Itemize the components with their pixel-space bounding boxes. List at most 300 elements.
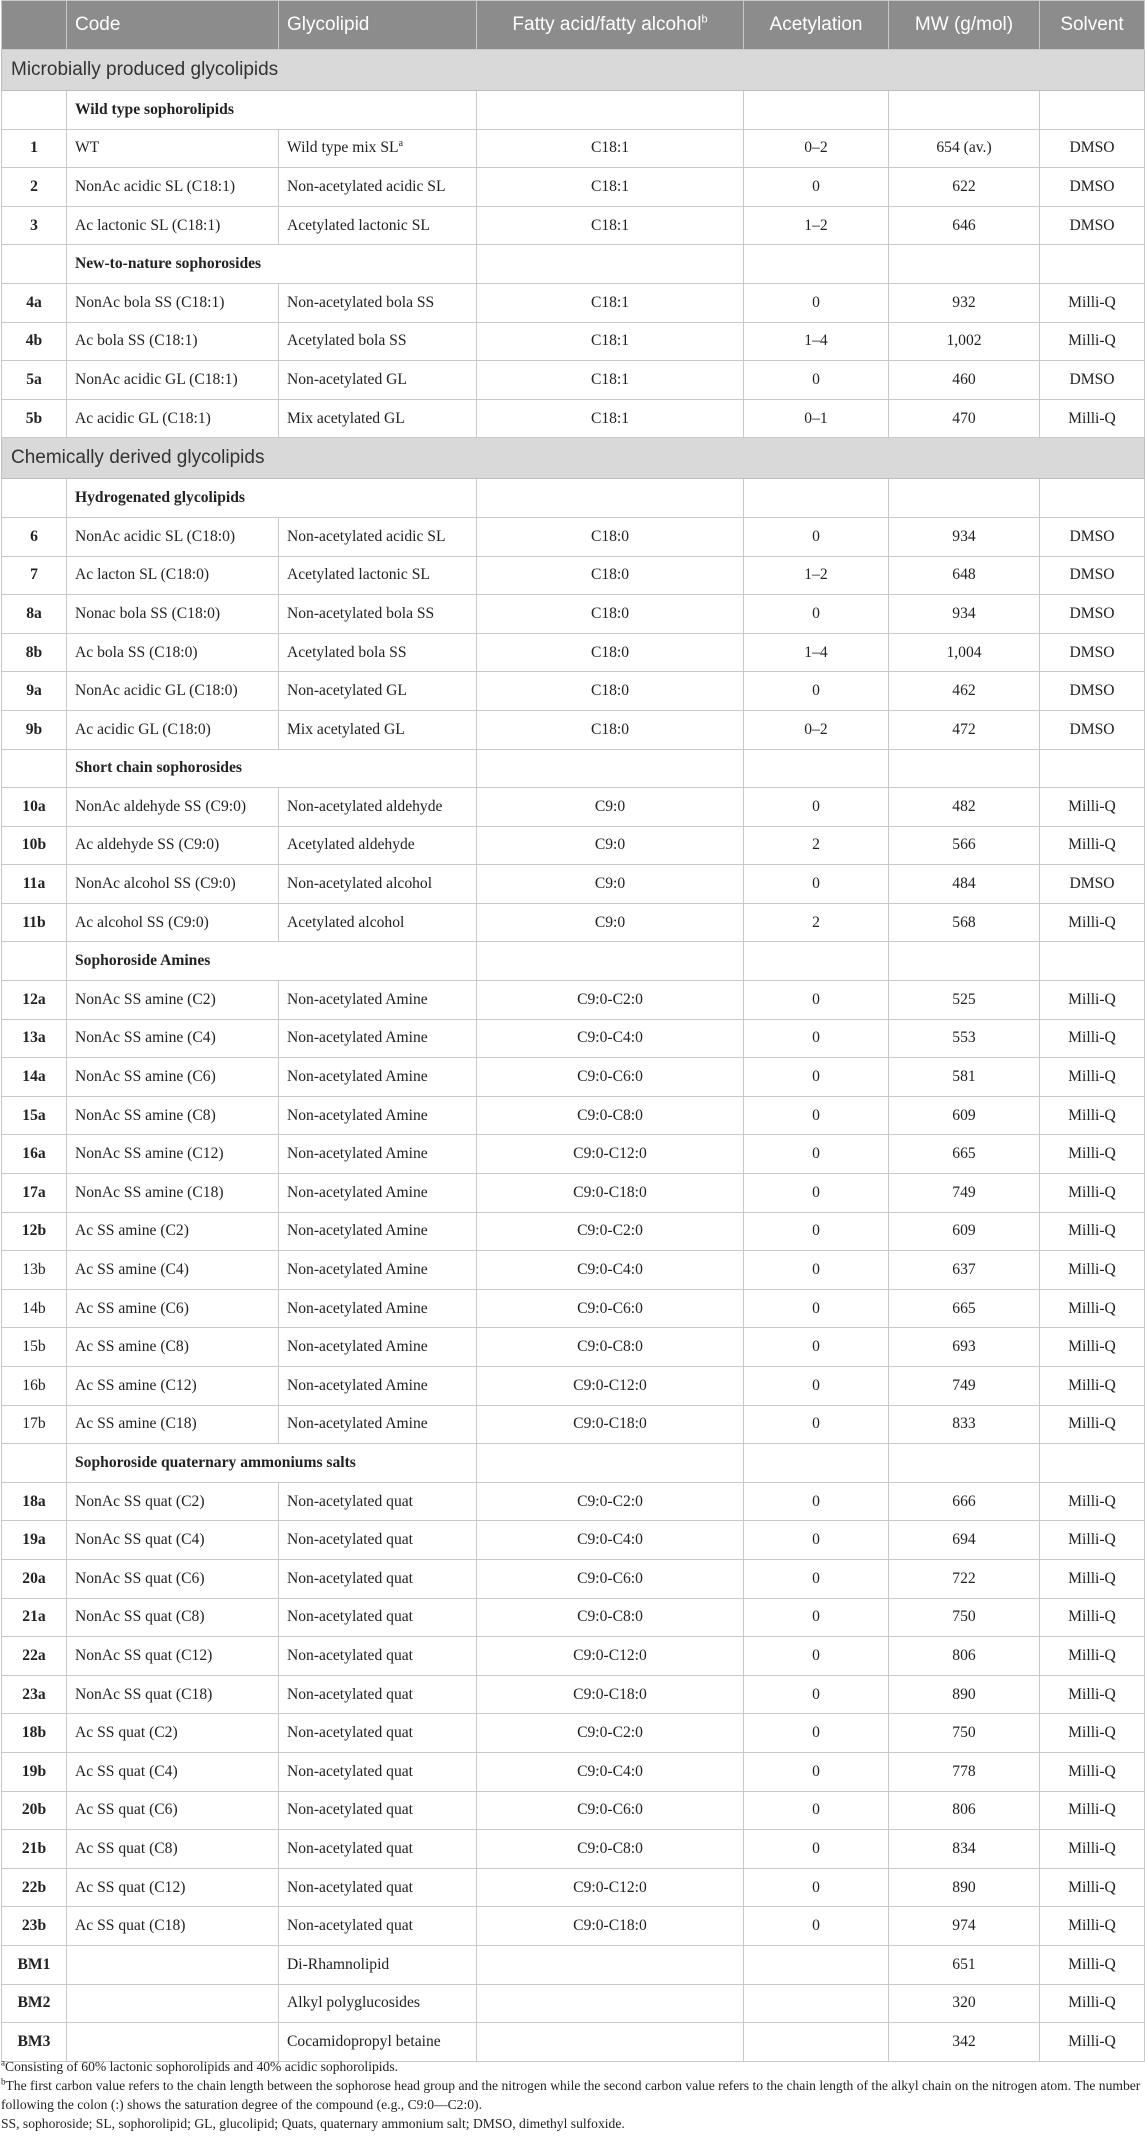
compound-fatty-acid: C9:0-C4:0 [477,1752,744,1791]
compound-fatty-acid: C9:0-C18:0 [477,1405,744,1444]
glycolipid-label: Non-acetylated bola SS [287,293,435,311]
compound-acetylation: 0 [744,1598,889,1637]
glycolipid-label: Non-acetylated Amine [287,1068,428,1086]
table-row [2,1289,1145,1328]
compound-fatty-acid: C9:0-C2:0 [477,1482,744,1521]
compound-fatty-acid: C9:0-C2:0 [477,1212,744,1251]
compound-glycolipid [279,168,477,207]
header-fatty-label: Fatty acid/fatty alcohol [512,14,702,35]
glycolipid-label: Di-Rhamnolipid [287,1955,390,1973]
compound-solvent: DMSO [1040,361,1145,400]
table-row [2,1328,1145,1367]
compound-glycolipid [279,1212,477,1251]
compound-glycolipid [279,633,477,672]
compound-code: Ac acidic GL (C18:1) [67,399,279,438]
glycolipid-label: Non-acetylated quat [287,1839,413,1857]
compound-mw: 749 [889,1367,1040,1406]
group-empty-cell [889,479,1040,518]
glycolipid-footnote-mark: a [398,138,404,150]
compound-id: 18b [2,1714,67,1753]
footnote-text: The first carbon value refers to the chain length between the sophorose head group and the nitrogen while the second carbon value refers to the chain length of the alkyl chain on the nitrogen atom. The number following the colon (:) shows the saturation degree of the compound (e.g., C9:0—C2:0). [1,2078,1141,2112]
group-empty-cell [744,245,889,284]
compound-acetylation: 0 [744,595,889,634]
compound-code: Ac SS quat (C12) [67,1868,279,1907]
group-row [2,749,1145,788]
group-empty-cell [477,91,744,130]
group-title: Sophoroside Amines [67,942,477,981]
compound-solvent: Milli-Q [1040,1482,1145,1521]
compound-fatty-acid: C18:0 [477,556,744,595]
header-mw: MW (g/mol) [889,1,1040,50]
compound-fatty-acid [477,2023,744,2062]
glycolipid-label: Non-acetylated bola SS [287,604,435,622]
table-row [2,1521,1145,1560]
compound-fatty-acid: C9:0-C4:0 [477,1521,744,1560]
compound-fatty-acid: C9:0 [477,788,744,827]
compound-fatty-acid: C9:0 [477,826,744,865]
compound-fatty-acid: C18:0 [477,517,744,556]
group-empty-cell [889,245,1040,284]
compound-code: Ac aldehyde SS (C9:0) [67,826,279,865]
glycolipid-label: Non-acetylated Amine [287,990,428,1008]
glycolipid-label: Non-acetylated aldehyde [287,797,443,815]
compound-id: 20a [2,1559,67,1598]
header-code: Code [67,1,279,50]
compound-solvent: Milli-Q [1040,1096,1145,1135]
glycolipid-label: Non-acetylated Amine [287,1145,428,1163]
compound-id: 11b [2,903,67,942]
compound-acetylation: 0 [744,672,889,711]
compound-code: NonAc SS amine (C4) [67,1019,279,1058]
compound-mw: 932 [889,283,1040,322]
compound-id: 3 [2,206,67,245]
compound-acetylation: 0 [744,1714,889,1753]
compound-solvent: DMSO [1040,672,1145,711]
compound-solvent: Milli-Q [1040,1251,1145,1290]
compound-mw: 646 [889,206,1040,245]
compound-code: WT [67,129,279,168]
compound-acetylation: 0 [744,1521,889,1560]
glycolipid-label: Acetylated bola SS [287,332,407,350]
table-row [2,903,1145,942]
compound-glycolipid [279,283,477,322]
compound-solvent: DMSO [1040,517,1145,556]
compound-fatty-acid [477,1984,744,2023]
glycolipid-label: Non-acetylated Amine [287,1183,428,1201]
compound-solvent: Milli-Q [1040,1984,1145,2023]
group-empty-cell [1040,91,1145,130]
compound-code: NonAc acidic SL (C18:0) [67,517,279,556]
compound-mw: 1,004 [889,633,1040,672]
group-title: Hydrogenated glycolipids [67,479,477,518]
compound-solvent: DMSO [1040,129,1145,168]
header-solvent: Solvent [1040,1,1145,50]
compound-mw: 665 [889,1135,1040,1174]
compound-code: NonAc aldehyde SS (C9:0) [67,788,279,827]
compound-solvent: Milli-Q [1040,399,1145,438]
compound-code [67,2023,279,2062]
compound-id: 17a [2,1174,67,1213]
compound-fatty-acid: C18:0 [477,633,744,672]
compound-glycolipid [279,399,477,438]
compound-solvent: Milli-Q [1040,283,1145,322]
compound-id: 9a [2,672,67,711]
group-title: Sophoroside quaternary ammoniums salts [67,1444,477,1483]
compound-code: NonAc SS quat (C2) [67,1482,279,1521]
compound-glycolipid [279,322,477,361]
compound-code: NonAc SS quat (C4) [67,1521,279,1560]
table-row [2,710,1145,749]
compound-mw: 609 [889,1212,1040,1251]
compound-code: NonAc SS quat (C6) [67,1559,279,1598]
compound-solvent: Milli-Q [1040,1559,1145,1598]
compound-solvent: Milli-Q [1040,788,1145,827]
compound-glycolipid [279,865,477,904]
compound-mw: 342 [889,2023,1040,2062]
table-body [2,50,1145,2062]
compound-acetylation [744,1945,889,1984]
compound-solvent: Milli-Q [1040,1328,1145,1367]
compound-code: NonAc bola SS (C18:1) [67,283,279,322]
table-row [2,1482,1145,1521]
compound-id: 18a [2,1482,67,1521]
table-row [2,1212,1145,1251]
compound-solvent: Milli-Q [1040,981,1145,1020]
compound-fatty-acid: C9:0-C6:0 [477,1289,744,1328]
compound-acetylation: 0 [744,981,889,1020]
compound-fatty-acid: C18:1 [477,283,744,322]
group-row [2,245,1145,284]
compound-glycolipid [279,1405,477,1444]
compound-mw: 581 [889,1058,1040,1097]
glycolipid-label: Non-acetylated quat [287,1646,413,1664]
glycolipid-label: Non-acetylated quat [287,1801,413,1819]
compound-acetylation: 0 [744,517,889,556]
group-title: Short chain sophorosides [67,749,477,788]
table-row [2,1830,1145,1869]
compound-acetylation: 0 [744,361,889,400]
compound-solvent: Milli-Q [1040,1791,1145,1830]
compound-acetylation: 0 [744,1135,889,1174]
glycolipid-label: Mix acetylated GL [287,720,405,738]
compound-acetylation: 0 [744,1675,889,1714]
header-id [2,1,67,50]
table-container [1,0,1144,2062]
compound-glycolipid [279,1289,477,1328]
compound-fatty-acid: C9:0-C8:0 [477,1096,744,1135]
compound-mw: 833 [889,1405,1040,1444]
glycolipid-label: Mix acetylated GL [287,409,405,427]
compound-fatty-acid: C9:0-C6:0 [477,1559,744,1598]
glycolipid-label: Non-acetylated Amine [287,1106,428,1124]
table-row [2,1174,1145,1213]
compound-solvent: Milli-Q [1040,1367,1145,1406]
compound-mw: 694 [889,1521,1040,1560]
glycolipid-label: Non-acetylated Amine [287,1261,428,1279]
compound-solvent: DMSO [1040,168,1145,207]
compound-glycolipid [279,1675,477,1714]
glycolipid-label: Non-acetylated quat [287,1531,413,1549]
compound-id: 19b [2,1752,67,1791]
compound-glycolipid [279,1868,477,1907]
compound-acetylation: 1–4 [744,322,889,361]
header-glycolipid: Glycolipid [279,1,477,50]
compound-mw: 974 [889,1907,1040,1946]
group-row [2,91,1145,130]
glycolipid-label: Non-acetylated quat [287,1492,413,1510]
compound-code: NonAc SS amine (C6) [67,1058,279,1097]
table-row [2,556,1145,595]
glycolipid-table [1,0,1145,2062]
group-empty-cell [1040,942,1145,981]
table-row [2,865,1145,904]
compound-mw: 609 [889,1096,1040,1135]
compound-glycolipid [279,826,477,865]
compound-code: Ac lacton SL (C18:0) [67,556,279,595]
compound-mw: 666 [889,1482,1040,1521]
compound-acetylation: 0 [744,1868,889,1907]
glycolipid-label: Non-acetylated quat [287,1685,413,1703]
compound-mw: 834 [889,1830,1040,1869]
compound-code: Ac SS quat (C6) [67,1791,279,1830]
compound-fatty-acid: C9:0-C4:0 [477,1251,744,1290]
compound-mw: 890 [889,1675,1040,1714]
table-row [2,1984,1145,2023]
compound-solvent: Milli-Q [1040,1675,1145,1714]
compound-glycolipid [279,710,477,749]
glycolipid-label: Non-acetylated quat [287,1608,413,1626]
footnote-mark: b [1,2076,6,2087]
compound-fatty-acid: C9:0-C2:0 [477,1714,744,1753]
compound-code: NonAc SS amine (C8) [67,1096,279,1135]
compound-fatty-acid: C18:1 [477,399,744,438]
glycolipid-label: Non-acetylated Amine [287,1222,428,1240]
compound-acetylation [744,1984,889,2023]
glycolipid-label: Acetylated aldehyde [287,836,415,854]
compound-mw: 722 [889,1559,1040,1598]
section-row [2,438,1145,479]
table-row [2,361,1145,400]
table-row [2,168,1145,207]
compound-glycolipid [279,1328,477,1367]
compound-glycolipid [279,206,477,245]
glycolipid-label: Non-acetylated GL [287,370,407,388]
compound-fatty-acid: C9:0 [477,903,744,942]
glycolipid-label: Non-acetylated Amine [287,1338,428,1356]
table-row [2,517,1145,556]
compound-glycolipid [279,1559,477,1598]
compound-acetylation: 0 [744,1212,889,1251]
compound-code: NonAc acidic SL (C18:1) [67,168,279,207]
compound-code: Ac SS amine (C18) [67,1405,279,1444]
group-empty-cell [889,1444,1040,1483]
compound-acetylation: 0 [744,1482,889,1521]
compound-id: 17b [2,1405,67,1444]
compound-mw: 749 [889,1174,1040,1213]
compound-id: 21a [2,1598,67,1637]
footnote-text: Consisting of 60% lactonic sophorolipids and 40% acidic sophorolipids. [5,2059,399,2074]
compound-mw: 470 [889,399,1040,438]
compound-solvent: Milli-Q [1040,1752,1145,1791]
group-empty-cell [744,479,889,518]
compound-code: Ac SS quat (C2) [67,1714,279,1753]
table-row [2,206,1145,245]
compound-code: Ac SS quat (C8) [67,1830,279,1869]
group-id-cell [2,1444,67,1483]
header-acetylation: Acetylation [744,1,889,50]
group-empty-cell [477,749,744,788]
header-fatty-acid [477,1,744,50]
compound-id: 7 [2,556,67,595]
compound-fatty-acid: C9:0-C18:0 [477,1907,744,1946]
compound-fatty-acid: C18:0 [477,710,744,749]
compound-glycolipid [279,1752,477,1791]
group-title: Wild type sophorolipids [67,91,477,130]
compound-id: 21b [2,1830,67,1869]
compound-id: 22a [2,1637,67,1676]
table-row [2,1598,1145,1637]
compound-fatty-acid: C18:1 [477,322,744,361]
glycolipid-label: Non-acetylated GL [287,682,407,700]
footnotes [1,2057,1141,2133]
glycolipid-label: Non-acetylated Amine [287,1376,428,1394]
compound-solvent: Milli-Q [1040,1714,1145,1753]
table-row [2,129,1145,168]
compound-acetylation: 0 [744,168,889,207]
glycolipid-label: Acetylated bola SS [287,643,407,661]
compound-mw: 651 [889,1945,1040,1984]
compound-id: 14b [2,1289,67,1328]
compound-acetylation: 0–2 [744,710,889,749]
compound-mw: 472 [889,710,1040,749]
compound-fatty-acid: C18:1 [477,361,744,400]
compound-acetylation: 0–2 [744,129,889,168]
glycolipid-label: Non-acetylated Amine [287,1299,428,1317]
table-row [2,322,1145,361]
compound-code: Ac SS quat (C18) [67,1907,279,1946]
compound-glycolipid [279,1598,477,1637]
compound-fatty-acid: C9:0-C4:0 [477,1019,744,1058]
compound-code: NonAc SS quat (C12) [67,1637,279,1676]
compound-id: 10a [2,788,67,827]
compound-mw: 482 [889,788,1040,827]
group-id-cell [2,245,67,284]
group-id-cell [2,91,67,130]
compound-id: 13a [2,1019,67,1058]
group-empty-cell [1040,245,1145,284]
table-row [2,1096,1145,1135]
group-id-cell [2,479,67,518]
compound-code: NonAc SS quat (C18) [67,1675,279,1714]
compound-id: 16a [2,1135,67,1174]
table-row [2,1135,1145,1174]
compound-id: 12a [2,981,67,1020]
compound-glycolipid [279,1135,477,1174]
compound-id: 4b [2,322,67,361]
compound-code: Ac bola SS (C18:0) [67,633,279,672]
table-row [2,633,1145,672]
compound-id: 23b [2,1907,67,1946]
table-row [2,981,1145,1020]
compound-glycolipid [279,1251,477,1290]
compound-code: NonAc acidic GL (C18:0) [67,672,279,711]
compound-mw: 750 [889,1598,1040,1637]
compound-acetylation [744,2023,889,2062]
compound-acetylation: 0 [744,1405,889,1444]
compound-fatty-acid: C18:0 [477,672,744,711]
compound-mw: 525 [889,981,1040,1020]
compound-mw: 806 [889,1791,1040,1830]
compound-id: 14a [2,1058,67,1097]
compound-solvent: DMSO [1040,633,1145,672]
compound-code: Ac SS amine (C6) [67,1289,279,1328]
compound-mw: 460 [889,361,1040,400]
compound-fatty-acid: C9:0-C8:0 [477,1328,744,1367]
compound-code: Ac bola SS (C18:1) [67,322,279,361]
compound-id: 13b [2,1251,67,1290]
compound-id: 23a [2,1675,67,1714]
compound-solvent: Milli-Q [1040,1174,1145,1213]
compound-mw: 665 [889,1289,1040,1328]
glycolipid-label: Non-acetylated quat [287,1724,413,1742]
compound-code: NonAc SS amine (C18) [67,1174,279,1213]
group-empty-cell [1040,479,1145,518]
compound-mw: 806 [889,1637,1040,1676]
compound-id: 6 [2,517,67,556]
compound-code [67,1945,279,1984]
compound-mw: 693 [889,1328,1040,1367]
compound-id: 9b [2,710,67,749]
compound-code: Ac SS amine (C2) [67,1212,279,1251]
table-row [2,1058,1145,1097]
table-row [2,826,1145,865]
glycolipid-label: Non-acetylated quat [287,1878,413,1896]
glycolipid-label: Acetylated lactonic SL [287,566,430,584]
glycolipid-label: Cocamidopropyl betaine [287,2032,441,2050]
glycolipid-label: Acetylated lactonic SL [287,216,430,234]
compound-glycolipid [279,1174,477,1213]
group-empty-cell [477,1444,744,1483]
footnote-mark: a [1,2057,5,2068]
compound-glycolipid [279,361,477,400]
compound-acetylation: 0 [744,1096,889,1135]
compound-code: Nonac bola SS (C18:0) [67,595,279,634]
compound-glycolipid [279,1521,477,1560]
footnote-text: SS, sophoroside; SL, sophorolipid; GL, glucolipid; Quats, quaternary ammonium salt; DMSO, dimethyl sulfoxide. [1,2116,625,2131]
section-title: Microbially produced glycolipids [2,50,1145,91]
compound-solvent: Milli-Q [1040,1868,1145,1907]
compound-mw: 934 [889,517,1040,556]
compound-fatty-acid: C9:0-C2:0 [477,981,744,1020]
compound-solvent: Milli-Q [1040,1405,1145,1444]
group-id-cell [2,942,67,981]
group-empty-cell [744,1444,889,1483]
compound-glycolipid [279,1019,477,1058]
compound-id: 4a [2,283,67,322]
compound-code: Ac acidic GL (C18:0) [67,710,279,749]
compound-solvent: Milli-Q [1040,903,1145,942]
compound-glycolipid [279,1984,477,2023]
compound-id: 15b [2,1328,67,1367]
compound-solvent: Milli-Q [1040,826,1145,865]
compound-code: NonAc SS quat (C8) [67,1598,279,1637]
table-row [2,1791,1145,1830]
compound-id: 8b [2,633,67,672]
glycolipid-label: Acetylated alcohol [287,913,405,931]
compound-solvent: Milli-Q [1040,1135,1145,1174]
compound-glycolipid [279,1945,477,1984]
table-row [2,1559,1145,1598]
